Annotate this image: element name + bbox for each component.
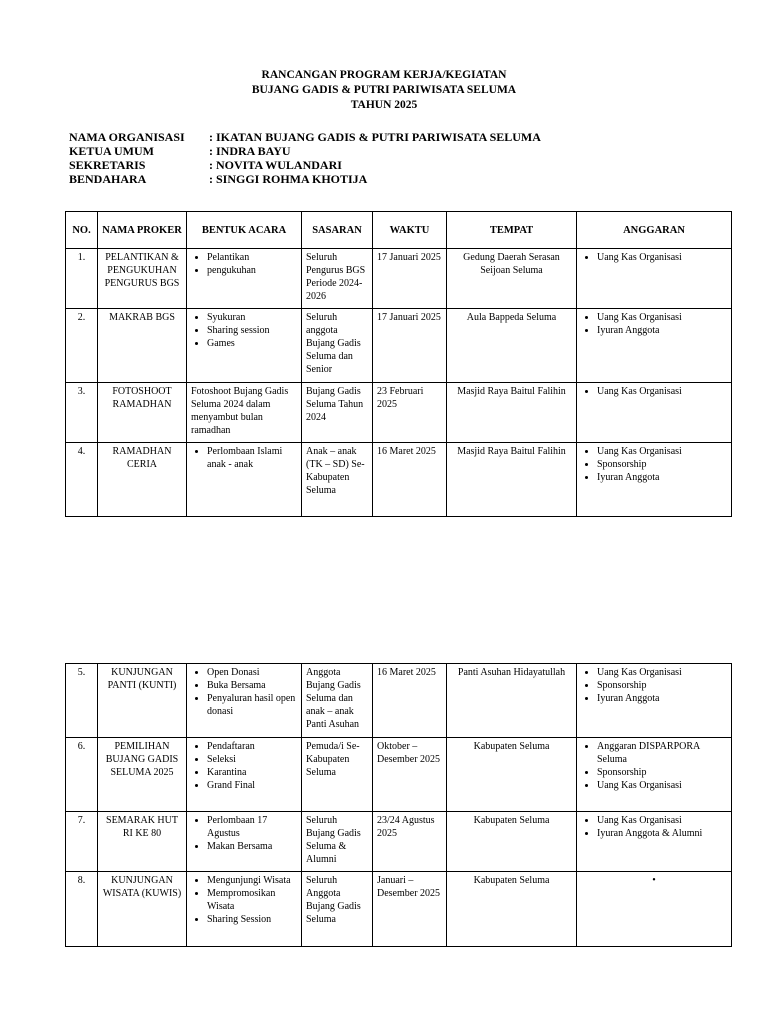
row-bentuk-acara <box>187 443 302 517</box>
info-row-sekretaris <box>69 158 541 172</box>
row-bentuk-acara <box>187 738 302 812</box>
list-item: • Pendaftaran <box>207 740 297 753</box>
title-line-2: BUJANG GADIS & PUTRI PARIWISATA SELUMA <box>251 84 517 96</box>
info-row-ketua <box>69 144 541 158</box>
row-sasaran: Seluruh anggota Bujang Gadis Seluma dan Senior <box>302 309 373 383</box>
list-item: • Anggaran DISPARPORA Seluma <box>597 740 727 766</box>
list-item: • Uang Kas Organisasi <box>597 779 727 792</box>
row-no: 3. <box>66 383 98 443</box>
row-sasaran: Seluruh Anggota Bujang Gadis Seluma <box>302 872 373 947</box>
row-no: 8. <box>66 872 98 947</box>
list-item: • Seleksi <box>207 753 297 766</box>
row-bentuk-acara <box>187 309 302 383</box>
row-anggaran <box>577 812 732 872</box>
list-item: • Grand Final <box>207 779 297 792</box>
row-waktu: 16 Maret 2025 <box>373 443 447 517</box>
list-item: • Iyuran Anggota <box>597 692 727 705</box>
info-value: : IKATAN BUJANG GADIS & PUTRI PARIWISATA SELUMA <box>209 130 541 144</box>
list-item: • Games <box>207 337 297 350</box>
info-row-organisasi <box>69 130 541 144</box>
list-item: • Syukuran <box>207 311 297 324</box>
table-row <box>66 309 732 383</box>
list-item: • Buka Bersama <box>207 679 297 692</box>
row-bentuk-acara <box>187 664 302 738</box>
table-header-row <box>66 212 732 249</box>
row-waktu: 17 Januari 2025 <box>373 309 447 383</box>
program-table-page-2 <box>65 663 732 947</box>
list-item: • Sharing session <box>207 324 297 337</box>
row-no: 6. <box>66 738 98 812</box>
list-item: • Perlombaan 17 Agustus <box>207 814 297 840</box>
list-item: • Uang Kas Organisasi <box>597 251 727 264</box>
row-waktu: Oktober – Desember 2025 <box>373 738 447 812</box>
row-waktu: 23 Februari 2025 <box>373 383 447 443</box>
row-waktu: Januari – Desember 2025 <box>373 872 447 947</box>
table-row <box>66 738 732 812</box>
header-tempat: TEMPAT <box>447 212 577 249</box>
table-row <box>66 383 732 443</box>
info-label: SEKRETARIS <box>69 158 146 172</box>
info-value: : INDRA BAYU <box>209 144 291 158</box>
organization-info <box>69 130 541 186</box>
list-item: • pengukuhan <box>207 264 297 277</box>
list-item: • Perlombaan Islami anak - anak <box>207 445 297 471</box>
row-tempat: Kabupaten Seluma <box>447 872 577 947</box>
row-no: 4. <box>66 443 98 517</box>
row-anggaran <box>577 309 732 383</box>
document-title <box>0 68 768 113</box>
info-label: KETUA UMUM <box>69 144 154 158</box>
row-bentuk-acara <box>187 249 302 309</box>
title-line-3: TAHUN 2025 <box>350 99 418 111</box>
row-nama-proker: KUNJUNGAN PANTI (KUNTI) <box>98 664 187 738</box>
header-bentuk-acara: BENTUK ACARA <box>187 212 302 249</box>
list-item: • Penyaluran hasil open donasi <box>207 692 297 718</box>
row-tempat: Panti Asuhan Hidayatullah <box>447 664 577 738</box>
header-sasaran: SASARAN <box>302 212 373 249</box>
row-tempat: Kabupaten Seluma <box>447 738 577 812</box>
row-nama-proker: RAMADHAN CERIA <box>98 443 187 517</box>
header-no: NO. <box>66 212 98 249</box>
table-row <box>66 872 732 947</box>
list-item: • Uang Kas Organisasi <box>597 666 727 679</box>
info-value: : NOVITA WULANDARI <box>209 158 342 172</box>
list-item: • Sponsorship <box>597 766 727 779</box>
row-anggaran <box>577 443 732 517</box>
list-item: • Sponsorship <box>597 679 727 692</box>
row-anggaran: • <box>577 872 732 947</box>
info-label: BENDAHARA <box>69 172 147 186</box>
list-item: • Uang Kas Organisasi <box>597 814 727 827</box>
info-label: NAMA ORGANISASI <box>69 130 185 144</box>
list-item: • Uang Kas Organisasi <box>597 311 727 324</box>
row-anggaran <box>577 249 732 309</box>
list-item: • Open Donasi <box>207 666 297 679</box>
row-tempat: Gedung Daerah Serasan Seijoan Seluma <box>447 249 577 309</box>
row-tempat: Masjid Raya Baitul Falihin <box>447 383 577 443</box>
row-no: 5. <box>66 664 98 738</box>
row-nama-proker: FOTOSHOOT RAMADHAN <box>98 383 187 443</box>
row-bentuk-acara <box>187 812 302 872</box>
table-row <box>66 664 732 738</box>
header-anggaran: ANGGARAN <box>577 212 732 249</box>
row-waktu: 17 Januari 2025 <box>373 249 447 309</box>
row-tempat: Aula Bappeda Seluma <box>447 309 577 383</box>
list-item: • Iyuran Anggota <box>597 324 727 337</box>
row-sasaran: Bujang Gadis Seluma Tahun 2024 <box>302 383 373 443</box>
row-sasaran: Seluruh Bujang Gadis Seluma & Alumni <box>302 812 373 872</box>
row-sasaran: Seluruh Pengurus BGS Periode 2024-2026 <box>302 249 373 309</box>
table-row <box>66 249 732 309</box>
row-waktu: 16 Maret 2025 <box>373 664 447 738</box>
list-item: • Iyuran Anggota & Alumni <box>597 827 727 840</box>
title-line-1: RANCANGAN PROGRAM KERJA/KEGIATAN <box>261 69 507 81</box>
list-item: • Karantina <box>207 766 297 779</box>
row-no: 7. <box>66 812 98 872</box>
row-nama-proker: SEMARAK HUT RI KE 80 <box>98 812 187 872</box>
row-anggaran <box>577 383 732 443</box>
row-tempat: Kabupaten Seluma <box>447 812 577 872</box>
row-anggaran <box>577 664 732 738</box>
table-row <box>66 443 732 517</box>
row-no: 2. <box>66 309 98 383</box>
list-item: • Mempromosikan Wisata <box>207 887 297 913</box>
row-sasaran: Anak – anak (TK – SD) Se- Kabupaten Seluma <box>302 443 373 517</box>
header-nama-proker: NAMA PROKER <box>98 212 187 249</box>
row-bentuk-acara <box>187 872 302 947</box>
table-row <box>66 812 732 872</box>
row-waktu: 23/24 Agustus 2025 <box>373 812 447 872</box>
row-nama-proker: PEMILIHAN BUJANG GADIS SELUMA 2025 <box>98 738 187 812</box>
list-item: • Uang Kas Organisasi <box>597 385 727 398</box>
list-item: • Uang Kas Organisasi <box>597 445 727 458</box>
list-item: • Iyuran Anggota <box>597 471 727 484</box>
row-no: 1. <box>66 249 98 309</box>
list-item: • Sharing Session <box>207 913 297 926</box>
list-item: • Mengunjungi Wisata <box>207 874 297 887</box>
row-sasaran: Pemuda/i Se- Kabupaten Seluma <box>302 738 373 812</box>
list-item: • Sponsorship <box>597 458 727 471</box>
row-nama-proker: PELANTIKAN & PENGUKUHAN PENGURUS BGS <box>98 249 187 309</box>
row-anggaran <box>577 738 732 812</box>
header-waktu: WAKTU <box>373 212 447 249</box>
row-nama-proker: MAKRAB BGS <box>98 309 187 383</box>
program-table-page-1 <box>65 211 732 517</box>
row-tempat: Masjid Raya Baitul Falihin <box>447 443 577 517</box>
info-value: : SINGGI ROHMA KHOTIJA <box>209 172 368 186</box>
row-bentuk-acara: Fotoshoot Bujang Gadis Seluma 2024 dalam menyambut bulan ramadhan <box>187 383 302 443</box>
row-sasaran: Anggota Bujang Gadis Seluma dan anak – anak Panti Asuhan <box>302 664 373 738</box>
list-item: • Makan Bersama <box>207 840 297 853</box>
info-row-bendahara <box>69 172 541 186</box>
row-nama-proker: KUNJUNGAN WISATA (KUWIS) <box>98 872 187 947</box>
list-item: • Pelantikan <box>207 251 297 264</box>
